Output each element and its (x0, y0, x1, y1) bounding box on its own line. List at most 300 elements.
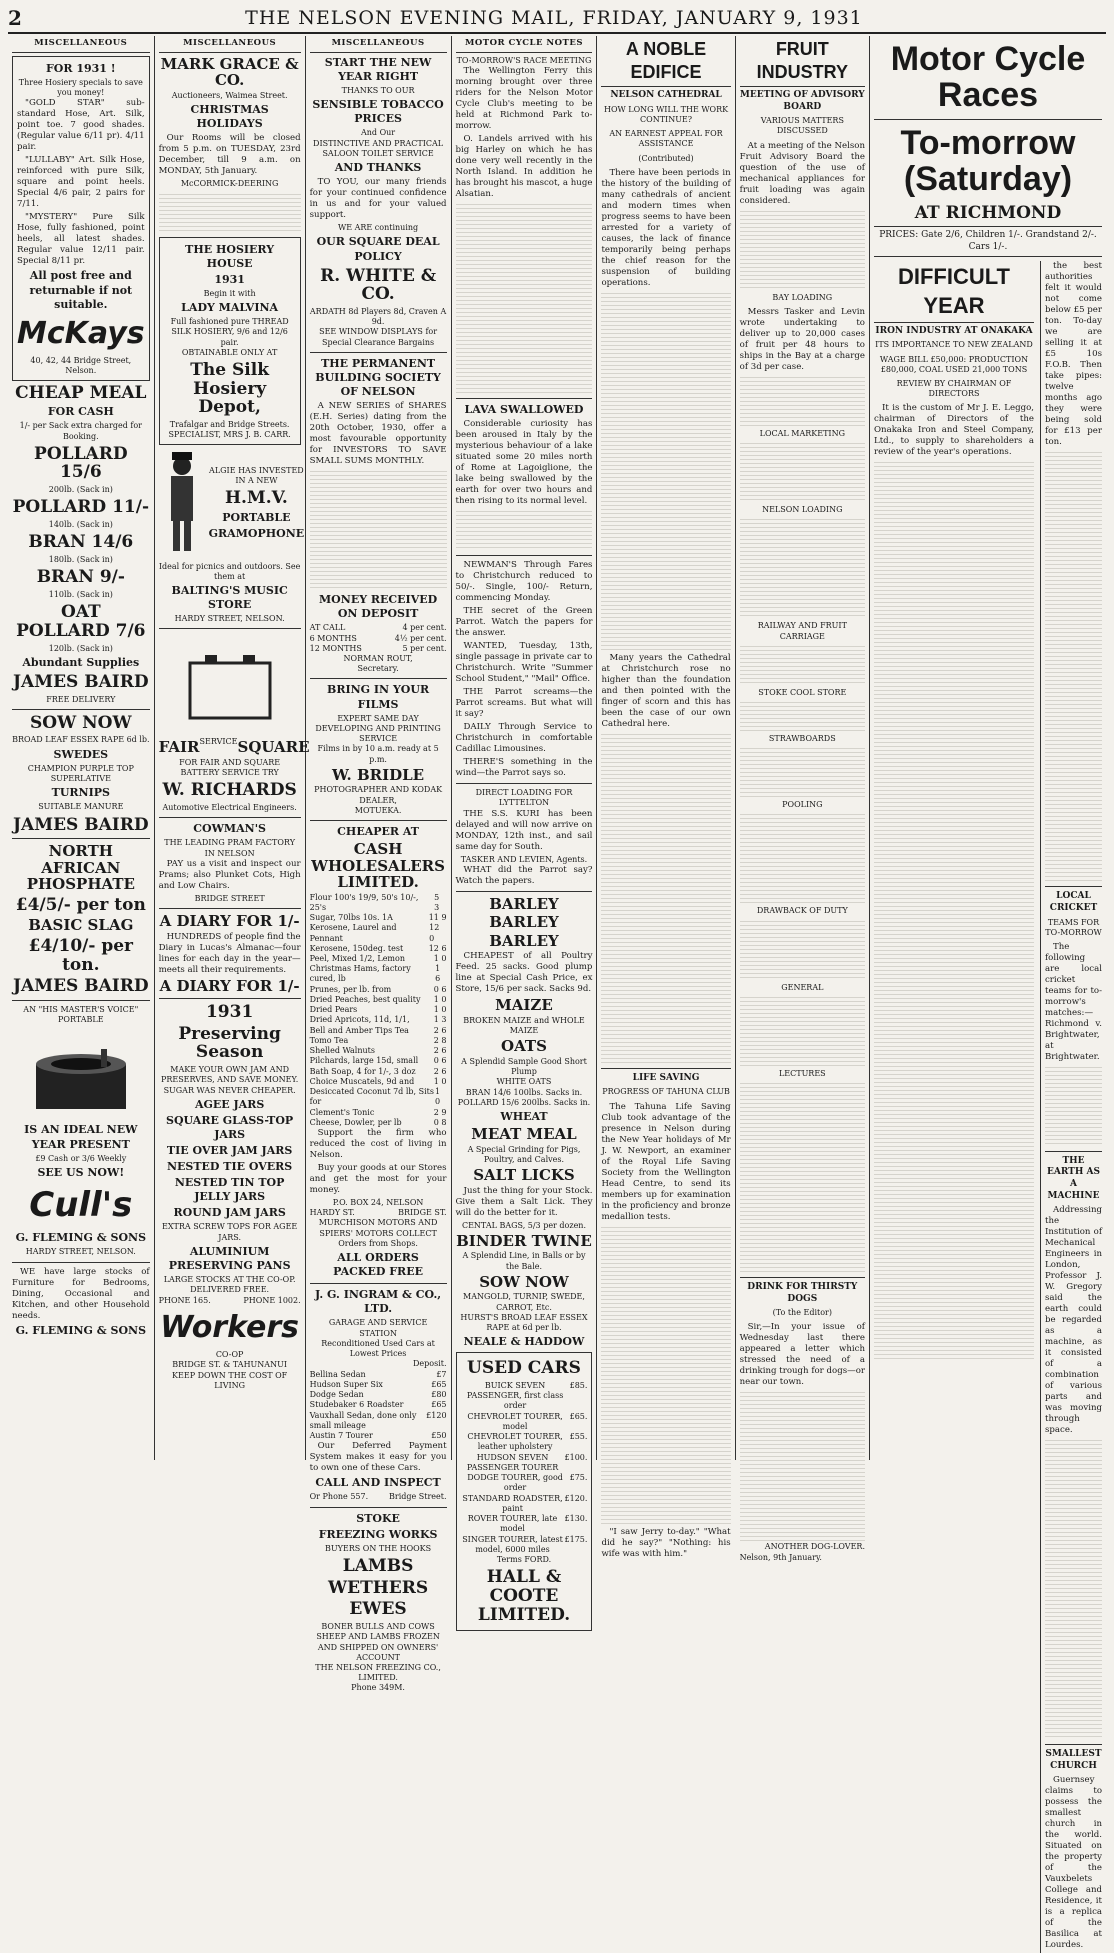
grocery-row (310, 964, 447, 984)
price-heading: BRAN 9/- (36, 567, 125, 588)
item-name: Prunes, per lb. from (309, 984, 392, 994)
ad-text: THE LEADING PRAM FACTORY IN NELSON (164, 838, 295, 858)
ad-text: Our Rooms will be closed from 5 p.m. on TUESDAY, 23rd December, till 9 a.m. on MONDAY, 5th January. (158, 133, 301, 177)
item-name: Flour 100's 19/9, 50's 10/-, 25's (309, 892, 419, 912)
ad-text: Automotive Electrical Engineers. (162, 803, 297, 813)
grocery-row (310, 923, 447, 943)
ad-text: £9 Cash or 3/6 Weekly (35, 1153, 127, 1163)
ad-heading: BALTING'S MUSIC STORE (171, 583, 288, 612)
subhead: LOCAL MARKETING (759, 428, 845, 438)
ad-heading: CHEAPER AT (337, 825, 419, 838)
item-price: 11 9 (428, 913, 447, 923)
rate-label: 12 MONTHS (309, 643, 362, 653)
subhead: RAILWAY AND FRUIT CARRIAGE (757, 621, 847, 641)
ad-text: PAY us a visit and inspect our Prams; also Plunket Cots, High and Low Chairs. (158, 858, 301, 891)
grocery-row (310, 1026, 447, 1036)
grocery-row (310, 954, 447, 964)
article-sub: NELSON CATHEDRAL (610, 90, 722, 101)
ad-address: HARDY STREET, NELSON. (25, 1247, 136, 1257)
ad-text: And Our (361, 128, 396, 138)
item-name: Dried Pears (309, 1005, 358, 1015)
ad-heading: CHRISTMAS HOLIDAYS (190, 103, 269, 131)
ad-heading: NESTED TIE OVERS (166, 1160, 293, 1174)
ad-text: Our Deferred Payment System makes it easy for you to own one of these Cars. (309, 1441, 447, 1474)
ad-heading: COWMAN'S (193, 822, 267, 836)
price-sub: 140lb. (Sack in) (48, 520, 113, 530)
ad-heading: SALT LICKS (473, 1166, 575, 1185)
ad-text: IS AN IDEAL NEW YEAR PRESENT (24, 1123, 138, 1151)
item-price: £100. (564, 1452, 588, 1462)
item-name: Kerosene, Laurel and Pennant (309, 923, 397, 943)
rate-value: 4 per cent. (402, 623, 447, 633)
ad-heading: HALL & COOTE LIMITED. (477, 1567, 571, 1625)
ad-text: CHEAPEST of all Poultry Feed. 25 sacks. Good plump line at Special Cash Price, ex Store, 15/6 per sack. Sacks 9d. (455, 951, 593, 995)
section-head: MISCELLANEOUS (12, 36, 150, 53)
grocery-row (310, 1046, 447, 1056)
item-name: CHEVROLET TOURER, model (467, 1411, 563, 1431)
gramophone-icon (12, 1029, 150, 1119)
item-name: Dodge Sedan (309, 1390, 364, 1400)
culls-logo: Cull's (29, 1184, 133, 1225)
item-price: 2 6 (433, 1025, 447, 1035)
price-heading: POLLARD 11/- (12, 497, 150, 518)
ad-heading: BARLEY (489, 894, 559, 913)
item-name: Shelled Walnuts (309, 1046, 375, 1056)
item-name: Clement's Tonic (309, 1107, 375, 1117)
item-price: 2 6 (433, 1066, 447, 1076)
ad-heading: START THE NEW YEAR RIGHT (324, 55, 432, 83)
grocery-row (310, 1056, 447, 1066)
ad-heading: To-morrow (Saturday) (900, 124, 1076, 199)
article-deck: REVIEW BY CHAIRMAN OF DIRECTORS (896, 379, 1012, 399)
ad-text: THE NELSON FREEZING CO., LIMITED. (315, 1662, 441, 1683)
ad-text: FREE DELIVERY (46, 694, 116, 704)
item-price: £120. (564, 1493, 588, 1503)
item-name: Pilchards, large 15d, small (309, 1056, 419, 1066)
item-price: 1 0 (433, 1076, 447, 1086)
ad-heading: SOW NOW (479, 1272, 569, 1291)
ad-text: PORTABLE (222, 511, 291, 525)
item-name: CHEVROLET TOURER, leather upholstery (467, 1432, 563, 1452)
item-price: £65. (569, 1411, 588, 1421)
item-name: Dried Apricots, 11d, 1/1, (309, 1015, 410, 1025)
ad-heading: BASIC SLAG (28, 916, 134, 935)
ad-text: A NEW SERIES of SHARES (E.H. Series) dating from the 20th October, 1930, offer a most favourable opportunity for INVESTORS TO SAVE SMALL SUMS MONTHLY. (309, 401, 447, 467)
ad-heading: Motor Cycle Races (890, 40, 1086, 114)
article-body: Addressing the Institution of Mechanical Engineers in London, Professor J. W. Gregory said the earth could be regarded as a machine, as it consisted of a combination of various parts and was moving through space. (1044, 1205, 1102, 1436)
ad-text: A Splendid Sample Good Short Plump (461, 1056, 587, 1077)
item-name: HUDSON SEVEN PASSENGER TOURER (466, 1452, 559, 1472)
subhead: DRAWBACK OF DUTY (756, 906, 848, 916)
item-price: 1 0 (433, 994, 447, 1004)
mckays-logo: McKays (17, 315, 145, 351)
article-deck: ITS IMPORTANCE TO NEW ZEALAND (875, 340, 1033, 350)
ad-text: GARAGE AND SERVICE STATION (328, 1318, 428, 1338)
ad-text: ARDATH 8d Players 8d, Craven A 9d. (309, 306, 447, 327)
car-row (310, 1370, 447, 1380)
ad-heading: J. G. INGRAM & CO., LTD. (315, 1288, 442, 1316)
ad-text: MANGOLD, TURNIP, SWEDE, CARROT, Etc. (463, 1292, 585, 1312)
item-name: Christmas Hams, factory cured, lb (309, 964, 411, 984)
item-name: ROVER TOURER, late model (467, 1514, 558, 1534)
ad-text: LARGE STOCKS AT THE CO-OP. DELIVERED FREE. (163, 1275, 296, 1295)
ad-text: OBTAINABLE ONLY AT (181, 347, 278, 357)
ad-heading: CASH WHOLESALERS LIMITED. (311, 840, 445, 892)
article-deck: TEAMS FOR TO-MORROW (1045, 917, 1102, 937)
subhead: LECTURES (778, 1068, 826, 1078)
ad-text: Begin it with (203, 288, 256, 298)
rate-value: 4½ per cent. (394, 633, 447, 643)
item-price: 1 3 (433, 1015, 447, 1025)
item-price: £55. (569, 1432, 588, 1442)
subhead: STOKE COOL STORE (758, 687, 847, 697)
price-heading: POLLARD 15/6 (34, 443, 128, 483)
item-price: £80 (431, 1390, 447, 1400)
ad-text: "GOLD STAR" sub-standard Hose, Art. Silk, point toe. 7 good shades. (Regular value 6/11 pr). 4/11 pair. (17, 98, 145, 153)
used-cars-ad (456, 1352, 593, 1631)
ad-text: 1931 (214, 272, 245, 286)
ad-heading: W. RICHARDS (162, 780, 297, 801)
ad-text: SUGAR WAS NEVER CHEAPER. (163, 1085, 296, 1095)
ad-text: Trafalgar and Bridge Streets. (169, 420, 290, 430)
ad-text: SUITABLE MANURE (38, 802, 124, 812)
rate-label: 6 MONTHS (309, 633, 357, 643)
columns (8, 36, 1106, 1951)
ad-text: FOR FAIR AND SQUARE BATTERY SERVICE TRY (179, 757, 281, 778)
article-sub: IRON INDUSTRY AT ONAKAKA (875, 325, 1033, 336)
classified: THE secret of the Green Parrot. Watch the papers for the answer. (455, 606, 593, 639)
classified: WHAT did the Parrot say? Watch the papers. (455, 864, 593, 886)
price-heading: BRAN 14/6 (28, 532, 134, 553)
ad-heading: BARLEY (489, 931, 559, 950)
ad-text: WHITE OATS (496, 1077, 552, 1087)
price-line: PRICES: Gate 2/6, Children 1/-. Grandstand 2/-. Cars 1/-. (874, 226, 1102, 257)
article-body: Sir,—In your issue of Wednesday last there appeared a letter which stressed the need of a drinking trough for dogs—or near our town. (739, 1322, 865, 1388)
ad-text: THE S.S. KURI has been delayed and will now arrive on MONDAY, 12th inst., and sail same day for South. (455, 808, 593, 852)
gentleman-icon (159, 448, 205, 562)
car-row (310, 1380, 447, 1390)
ad-text: GRAMOPHONE (208, 527, 305, 541)
item-price: 0 8 (433, 1117, 447, 1127)
item-price: 1 0 (433, 1005, 447, 1015)
item-name: BUICK SEVEN PASSENGER, first class order (466, 1380, 564, 1411)
ad-text: FOR CASH (47, 405, 114, 419)
ad-text: Abundant Supplies (22, 655, 140, 669)
ad-text: G. FLEMING & SONS (15, 1231, 147, 1245)
item-name: Vauxhall Sedan, done only small mileage (309, 1410, 417, 1430)
item-price: £130. (564, 1514, 588, 1524)
dateline: Nelson, 9th January. (739, 1552, 822, 1562)
item-name: STANDARD ROADSTER, paint (462, 1493, 563, 1513)
ad-heading: MAIZE (495, 996, 553, 1015)
ad-heading: MARK GRACE & CO. (160, 54, 299, 90)
ad-text: "LULLABY" Art. Silk Hose, reinforced with pure Silk, square and point heels. Special 4/6 pair, 2 pairs for 7/11. (17, 155, 145, 210)
item-name: Austin 7 Tourer (309, 1431, 373, 1441)
ad-text: P.O. BOX 24, NELSON (332, 1197, 424, 1207)
item-name: Tomo Tea (309, 1035, 349, 1045)
grocery-list (310, 893, 447, 1128)
item-name: Choice Muscatels, 9d and (309, 1076, 415, 1086)
ad-text: DISTINCTIVE AND PRACTICAL SALOON TOILET SERVICE (313, 138, 444, 158)
classified: THE Parrot screams—the Parrot screams. But what will it say? (455, 687, 593, 720)
ad-heading: W. BRIDLE (332, 765, 425, 784)
item-price: 0 6 (433, 1056, 447, 1066)
grocery-row (310, 1077, 447, 1087)
item-price: £50 (431, 1431, 447, 1441)
ad-text: PHOTOGRAPHER AND KODAK DEALER, (314, 785, 443, 805)
ad-heading: CHEAP MEAL (15, 382, 147, 403)
ad-heading: DIRECT LOADING FOR LYTTELTON (475, 788, 573, 808)
subhead: NELSON LOADING (762, 505, 843, 515)
item-price: £120 (426, 1410, 447, 1420)
price-heading: OAT POLLARD 7/6 (16, 602, 146, 641)
grocery-row (310, 1036, 447, 1046)
item-price: 12 0 (429, 923, 440, 943)
article-body: The Wellington Ferry this morning brought over three riders for the Nelson Motor Cycle Club's meeting to be held at Richmond Park to-morrow. (455, 66, 593, 132)
ad-text: Films in by 10 a.m. ready at 5 p.m. (317, 744, 439, 764)
paper-title: THE NELSON EVENING MAIL, FRIDAY, JANUARY 9, 1931 (245, 7, 863, 29)
ad-text: BONER BULLS AND COWS (321, 1622, 435, 1632)
used-car-row (461, 1494, 588, 1514)
ad-heading: EWES (349, 1599, 407, 1620)
item-price: 1 0 (433, 953, 447, 963)
article-body: The Tahuna Life Saving Club took advantage of the presence in Nelson during the New Year holidays of Mr J. W. Newport, an examiner of the Royal Life Saving Society from the Wellington Head Centre, to send its members up for examination in the proficiency and bronze medallion tests. (601, 1101, 731, 1222)
article-title: LAVA SWALLOWED (464, 403, 584, 417)
ad-heading: NORTH AFRICAN PHOSPHATE (26, 842, 135, 894)
ad-text: Bridge Street. (389, 1492, 447, 1502)
item-name: Bellina Sedan (309, 1369, 366, 1379)
ad-heading: AT RICHMOND (914, 202, 1062, 223)
ad-heading: H.M.V. (224, 488, 288, 509)
ad-text: BRIDGE ST. (398, 1208, 447, 1218)
price-sub: 110lb. (Sack in) (48, 589, 113, 599)
ad-address: HARDY STREET, NELSON. (174, 614, 285, 624)
ad-heading: LAMBS (342, 1555, 414, 1576)
classified: WANTED, Tuesday, 13th, single passage in private car to Christchurch. Write "Summer School Student," "Mail" Office. (455, 641, 593, 685)
article-body: "I saw Jerry to-day." "What did he say?" "Nothing: his wife was with him." (601, 1526, 731, 1559)
price-sub: 180lb. (Sack in) (48, 554, 113, 564)
subhead: STRAWBOARDS (768, 733, 836, 743)
ad-text: AN "HIS MASTER'S VOICE" PORTABLE (23, 1004, 139, 1025)
masthead (8, 4, 1106, 34)
column-1 (8, 36, 155, 1460)
ad-text: BUYERS ON THE HOOKS (325, 1543, 432, 1553)
classified: NEWMAN'S Through Fares to Christchurch reduced to 50/-. Single, 100/- Return, commencing Monday. (455, 560, 593, 604)
item-price: £75. (569, 1473, 588, 1483)
ad-heading: SOW NOW (30, 712, 132, 733)
ad-text: Deposit. (413, 1359, 447, 1369)
article-deck: PROGRESS OF TAHUNA CLUB (602, 1087, 730, 1097)
item-name: Sugar, 70lbs 10s. 1A (309, 913, 393, 923)
ad-text: Auctioneers, Waimea Street. (171, 90, 288, 100)
ad-heading: JAMES BAIRD (13, 671, 149, 692)
article-body: Messrs Tasker and Levin wrote undertaking to deliver up to 20,000 cases of fruit per 48 hours to ships in the Bay at a charge of 3d per case. (739, 306, 865, 372)
subhead: BAY LOADING (772, 292, 833, 302)
item-price: £65 (431, 1379, 447, 1389)
ad-text: Support the firm who reduced the cost of living in Nelson. (309, 1127, 447, 1160)
ad-text: BROAD LEAF ESSEX RAPE 6d lb. (12, 735, 150, 745)
ad-text: SPECIALIST, MRS J. B. CARR. (168, 430, 291, 440)
article-body: Many years the Cathedral at Christchurch rose no higher than the foundation and then pointed with the finger of scorn and this has been the case of our own Cathedral here. (601, 652, 731, 729)
ad-heading: WETHERS (328, 1577, 429, 1598)
ad-heading: USED CARS (467, 1358, 581, 1379)
ad-text: SWEDES (53, 747, 109, 761)
square-label: SQUARE (237, 738, 310, 757)
ad-text: WE ARE continuing (338, 223, 419, 233)
ad-heading: BINDER TWINE (456, 1231, 592, 1250)
article-body: the best authorities felt it would not come below £5 per ton. To-day we are selling it at £5 10s F.O.B. Then take pipes: twelve months ago they were being sold for £13 per ton. (1044, 261, 1102, 448)
ad-heading: SQUARE GLASS-TOP JARS (166, 1113, 294, 1141)
ad-text: TURNIPS (51, 786, 110, 800)
ad-text: Orders from Shops. (338, 1238, 418, 1248)
ad-heading: TIE OVER JAM JARS (166, 1144, 293, 1158)
ad-text: ALGIE HAS INVESTED IN A NEW (209, 465, 304, 486)
item-name: Desiccated Coconut 7d lb, Sits for (309, 1087, 434, 1107)
item-name: DODGE TOURER, good order (467, 1473, 563, 1493)
cars-list (310, 1370, 447, 1442)
article-title: MOTOR CYCLE NOTES (456, 36, 593, 53)
used-car-row (461, 1412, 588, 1432)
car-row (310, 1400, 447, 1410)
ad-text: Three Hosiery specials to save you money! (18, 77, 143, 98)
item-name: Peel, Mixed 1/2, Lemon (309, 953, 405, 963)
article-body: Guernsey claims to possess the smallest church in the world. Situated on the property of the Vauxbelets College and Residence, it is a replica of the Basilica at Lourdes. (1044, 1775, 1102, 1951)
ad-heading: The Silk Hosiery Depot, (190, 359, 269, 418)
item-price: 2 8 (433, 1035, 447, 1045)
article-sub: TO-MORROW'S RACE MEETING (456, 55, 592, 65)
service-label: SERVICE (199, 737, 238, 747)
ad-heading: AGEE JARS (194, 1097, 265, 1111)
section-head: MISCELLANEOUS (159, 36, 301, 53)
mckays-ad (12, 56, 150, 381)
article-title: THE EARTH AS A MACHINE (1047, 1155, 1100, 1201)
ad-text: SHEEP AND LAMBS FROZEN AND SHIPPED ON OWNERS' ACCOUNT (316, 1632, 440, 1662)
ad-text: Phone 349M. (351, 1683, 405, 1693)
ad-heading: JAMES BAIRD (13, 814, 149, 835)
grocery-row (310, 1087, 447, 1107)
car-row (310, 1411, 447, 1431)
item-name: Cheese, Dowler, per lb (309, 1117, 402, 1127)
ad-heading: R. WHITE & CO. (320, 265, 437, 305)
ad-text: All post free and returnable if not suitable. (29, 269, 133, 311)
car-row (310, 1390, 447, 1400)
article-deck: (Contributed) (638, 153, 694, 163)
ad-text: NORMAN ROUT, (343, 654, 413, 663)
ad-text: "MYSTERY" Pure Silk Hose, fully fashioned, point heels, all latest shades. Regular value 12/11 pair. Special 8/11 pr. (17, 212, 145, 267)
ad-text: CENTAL BAGS, 5/3 per dozen. (461, 1220, 586, 1230)
ad-text: BRIDGE ST. & TAHUNANUI (172, 1360, 287, 1370)
item-price: £85. (569, 1380, 588, 1390)
item-price: £65 (431, 1400, 447, 1410)
ad-text: A Special Grinding for Pigs, Poultry, and Calves. (467, 1144, 581, 1164)
item-price: 12 6 (428, 943, 447, 953)
ad-text: BRIDGE STREET (194, 893, 265, 903)
grocery-row (310, 944, 447, 954)
ad-heading: LADY MALVINA (181, 300, 279, 314)
ad-heading: Preserving Season (178, 1023, 281, 1063)
ad-text: MURCHISON MOTORS AND SPIERS' MOTORS COLLECT (318, 1218, 438, 1238)
article-body: At a meeting of the Nelson Fruit Advisory Board the question of the use of mechanical appliances for fruit loading was again considered. (739, 140, 865, 206)
grocery-row (310, 893, 447, 913)
ad-heading: WHEAT (500, 1110, 548, 1124)
section-head: MISCELLANEOUS (310, 36, 447, 53)
item-name: Hudson Super Six (309, 1379, 383, 1389)
ad-text: MOTUEKA. (354, 805, 402, 815)
article-body: The following are local cricket teams for to-morrow's matches:— Richmond v. Brightwater, at Brightwater. (1044, 941, 1102, 1062)
ad-text: BROKEN MAIZE and WHOLE MAIZE (463, 1015, 585, 1036)
ad-heading: ALUMINIUM PRESERVING PANS (168, 1244, 291, 1272)
grocery-row (310, 1108, 447, 1118)
ad-text: TASKER AND LEVIEN, Agents. (460, 854, 588, 864)
ad-heading: 1931 (205, 1002, 254, 1023)
classified: THERE'S something in the wind—the Parrot says so. (455, 757, 593, 779)
page-number: 2 (8, 6, 22, 30)
ad-text: Full fashioned pure THREAD SILK HOSIERY, 9/6 and 12/6 pair. (170, 317, 289, 347)
ad-heading: A DIARY FOR 1/- (159, 976, 300, 995)
item-price: £175. (564, 1534, 588, 1544)
used-car-list (461, 1381, 588, 1555)
ad-text: SEE US NOW! (37, 1165, 125, 1179)
ad-text: G. FLEMING & SONS (15, 1323, 147, 1337)
ad-text: Ideal for picnics and outdoors. See them at (158, 561, 301, 581)
phone: PHONE 165. (158, 1295, 211, 1305)
ad-text: BRAN 14/6 100lbs. Sacks in. (465, 1087, 583, 1097)
item-price: 0 6 (433, 984, 447, 994)
ad-text: A Splendid Line, in Balls or by the Bale. (462, 1251, 586, 1271)
item-price: £7 (436, 1369, 447, 1379)
ad-text: Reconditioned Used Cars at Lowest Prices (321, 1338, 435, 1359)
item-price: 2 9 (433, 1107, 447, 1117)
article-deck: WAGE BILL £50,000: PRODUCTION £80,000, COAL USED 21,000 TONS (879, 354, 1029, 374)
grocery-row (310, 1015, 447, 1025)
signature: ANOTHER DOG-LOVER. (764, 1542, 865, 1552)
article-title: DIFFICULT YEAR (874, 261, 1034, 322)
article-title: LOCAL CRICKET (1049, 891, 1098, 913)
ad-heading: OUR SQUARE DEAL POLICY (316, 235, 440, 263)
article-title: A NOBLE EDIFICE (601, 36, 730, 87)
article-title: FRUIT INDUSTRY (740, 36, 865, 87)
ad-text: 1/- per Sack extra charged for Booking. (19, 421, 142, 441)
item-price: 2 6 (433, 1046, 447, 1056)
ad-text: HUNDREDS of people find the Diary in Lucas's Almanac—four lines for each day in the year—meets all their requirements. (158, 931, 301, 975)
item-name: Studebaker 6 Roadster (309, 1400, 404, 1410)
ad-heading: A DIARY FOR 1/- (159, 912, 300, 931)
article-sub: MEETING OF ADVISORY BOARD (739, 90, 865, 112)
used-car-row (461, 1432, 588, 1452)
grocery-row (310, 913, 447, 923)
article-body: Considerable curiosity has been aroused in Italy by the mysterious behaviour of a lake situated some 20 miles north of Rome at Lagoiglione, the lake being swallowed by the earth for over two hours and then rising to its normal level. (455, 419, 593, 507)
column-4 (452, 36, 598, 1625)
item-name: Bath Soap, 4 for 1/-, 3 doz (309, 1066, 416, 1076)
price-sub: 120lb. (Sack in) (48, 643, 113, 653)
ad-text: KEEP DOWN THE COST OF LIVING (172, 1370, 288, 1390)
item-name: SINGER TOURER, latest model, 6000 miles (462, 1534, 563, 1554)
ad-heading: NESTED TIN TOP JELLY JARS (174, 1176, 285, 1204)
ad-text: Just the thing for your Stock. Give them a Salt Lick. They will do the better for it. (455, 1185, 593, 1218)
subhead: GENERAL (781, 982, 824, 992)
article-deck: VARIOUS MATTERS DISCUSSED (760, 116, 844, 136)
ad-address: 40, 42, 44 Bridge Street, Nelson. (30, 356, 132, 376)
ad-text: CHAMPION PURPLE TOP SUPERLATIVE (27, 763, 134, 783)
price-sub: 200lb. (Sack in) (48, 485, 113, 495)
rate-label: AT CALL (309, 623, 346, 633)
ad-text: POLLARD 15/6 200lbs. Sacks in. (457, 1097, 591, 1107)
used-car-row (461, 1514, 588, 1534)
ad-heading: JAMES BAIRD (13, 976, 149, 997)
ad-heading: BARLEY (489, 913, 559, 932)
column-7 (870, 36, 1106, 1951)
used-car-row (461, 1473, 588, 1493)
